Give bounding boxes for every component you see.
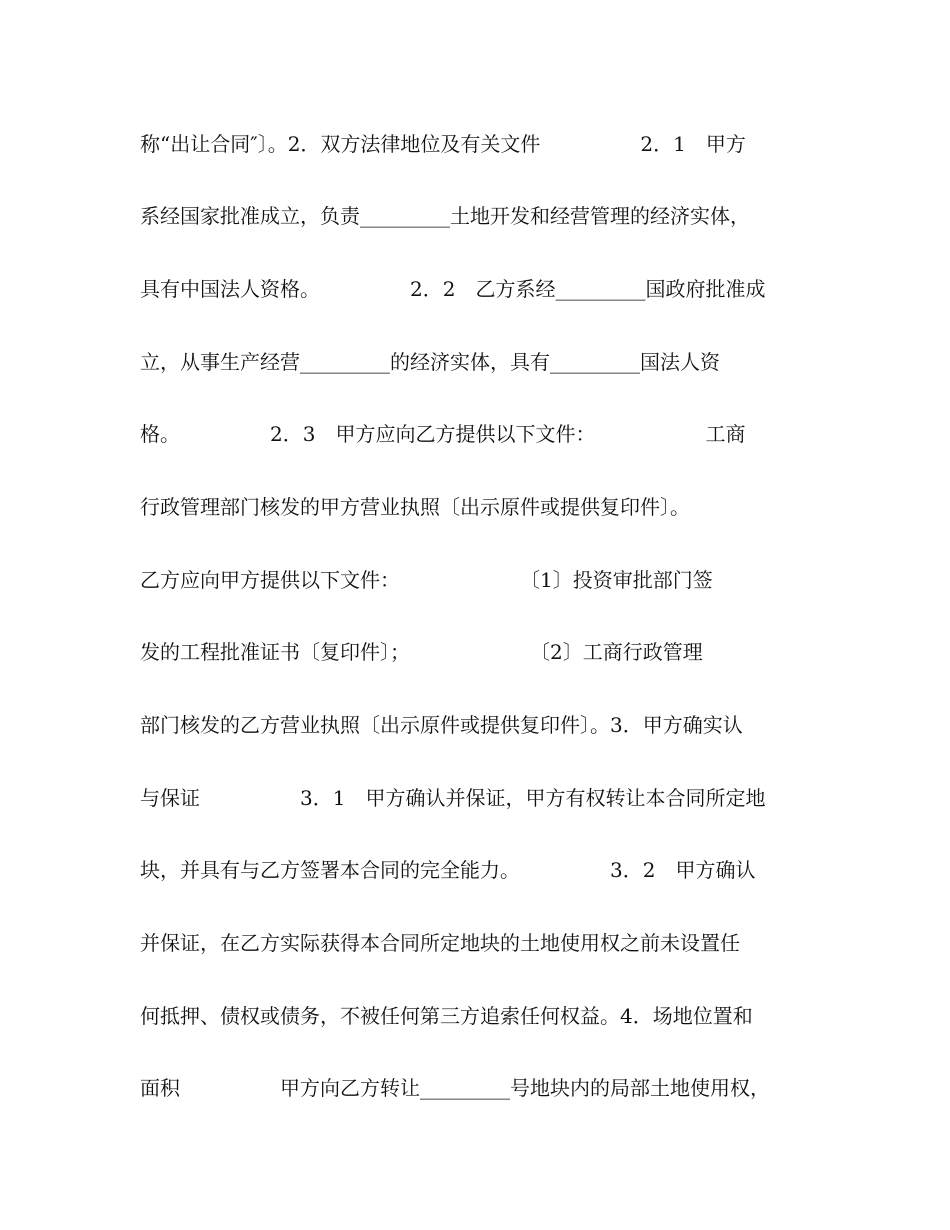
text-line-6: 行政管理部门核发的甲方营业执照〔出示原件或提供复印件〕。	[140, 495, 690, 519]
text-line-1: 称“出让合同″〕。2．双方法律地位及有关文件 2．1 甲方	[140, 132, 746, 156]
text-line-9: 部门核发的乙方营业执照〔出示原件或提供复印件〕。3．甲方确实认	[140, 713, 743, 737]
text-line-11: 块，并具有与乙方签署本合同的完全能力。 3．2 甲方确认	[140, 858, 756, 882]
text-line-8: 发的工程批准证书〔复印件〕； 〔2〕工商行政管理	[140, 640, 703, 664]
text-line-3: 具有中国法人资格。 2．2 乙方系经_________国政府批准成	[140, 277, 766, 301]
text-line-13: 何抵押、债权或债务，不被任何第三方追索任何权益。4．场地位置和	[140, 1004, 753, 1028]
text-line-4: 立，从事生产经营_________的经济实体，具有_________国法人资	[140, 350, 720, 374]
text-line-14: 面积 甲方向乙方转让_________号地块内的局部土地使用权，	[140, 1076, 770, 1100]
text-line-5: 格。 2．3 甲方应向乙方提供以下文件： 工商	[140, 422, 746, 446]
text-line-7: 乙方应向甲方提供以下文件： 〔1〕投资审批部门签	[140, 568, 713, 592]
text-line-10: 与保证 3．1 甲方确认并保证，甲方有权转让本合同所定地	[140, 786, 766, 810]
text-line-12: 并保证，在乙方实际获得本合同所定地块的土地使用权之前未设置任	[140, 931, 740, 955]
text-line-2: 系经国家批准成立，负责_________土地开发和经营管理的经济实体，	[140, 204, 750, 228]
